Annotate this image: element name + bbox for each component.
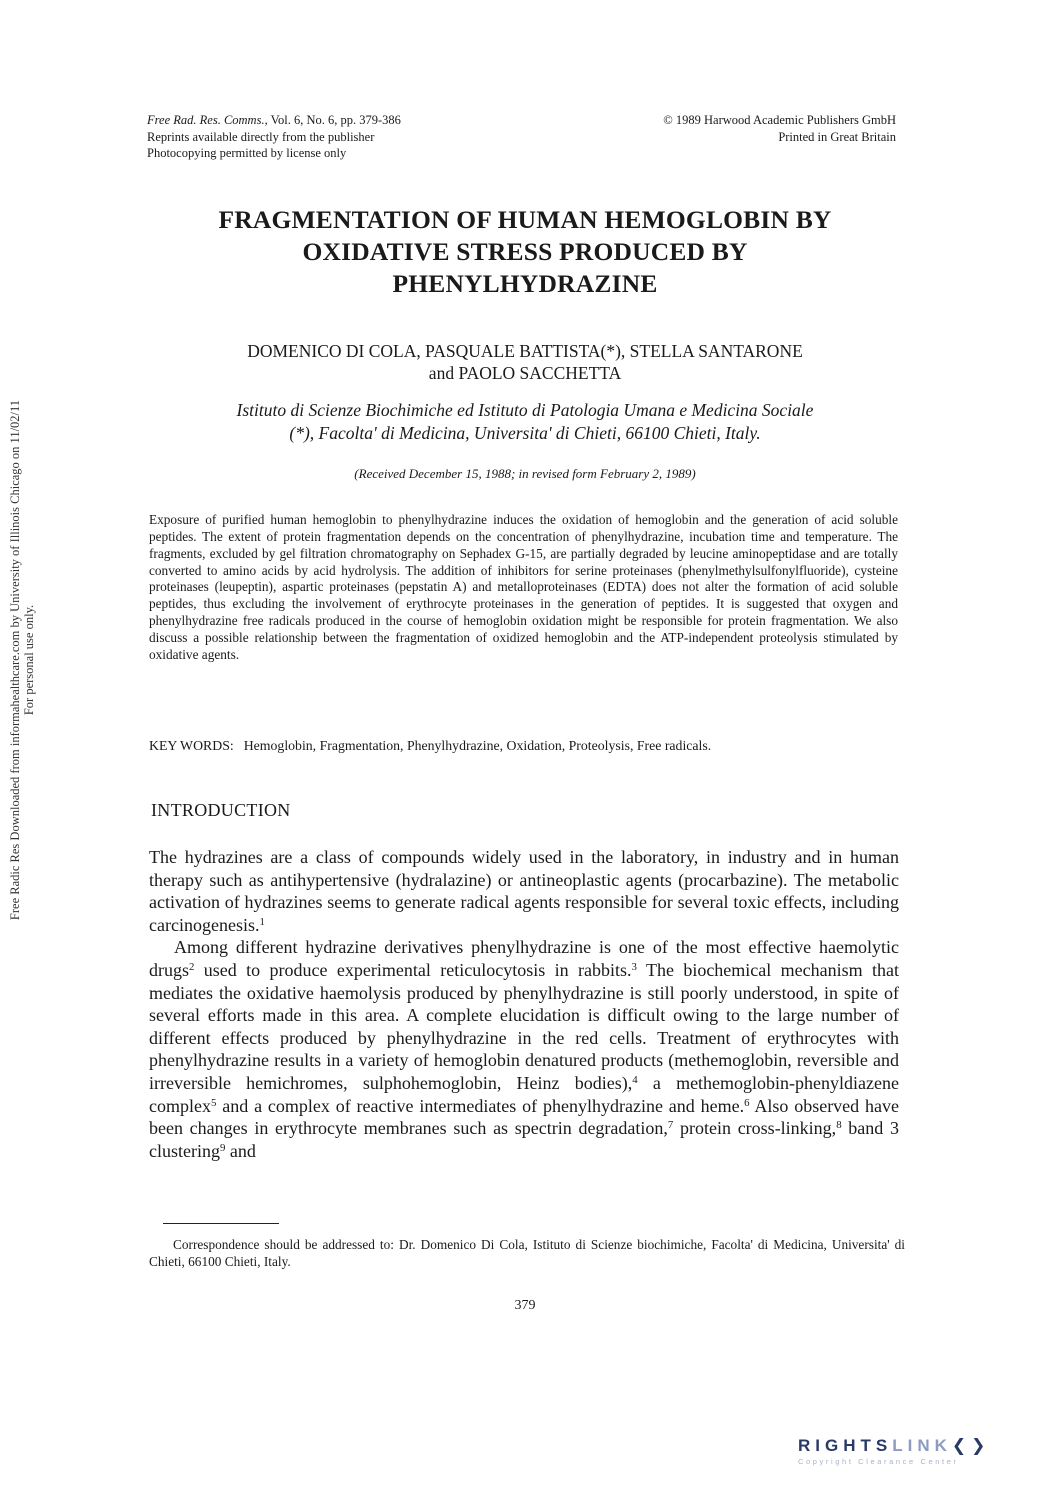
reprints-note: Reprints available directly from the publisher xyxy=(147,129,375,144)
page-number: 379 xyxy=(514,1298,536,1313)
keywords-value: Hemoglobin, Fragmentation, Phenylhydrazine, Oxidation, Proteolysis, Free radicals. xyxy=(243,738,712,753)
rightslink-logo[interactable] xyxy=(798,1436,1038,1476)
printed-line: Printed in Great Britain xyxy=(778,129,896,144)
watermark-line-2: For personal use only. xyxy=(22,604,36,716)
author-line: and PAOLO SACCHETTA xyxy=(428,363,622,383)
article-title xyxy=(100,204,950,300)
citation-ref: 1 xyxy=(259,915,265,928)
logo-tagline: Copyright Clearance Center xyxy=(798,1457,959,1466)
citation-ref: 5 xyxy=(210,1096,217,1109)
citation-ref: 7 xyxy=(667,1119,674,1132)
paragraph: Among different hydrazine derivatives phenylhydrazine is one of the most effective haemolytic drugs$^2$ used to produce experimental reticulocytosis in rabbits.$^3$ The biochemical mechanism that mediates the oxidative haemolysis produced by phenylhydrazine is still poorly understood, in spite of several efforts made in this area. A complete elucidation is difficult owing to the large number of different effects produced by phenylhydrazine in the red cells. Treatment of erythrocytes with phenylhydrazine results in a variety of hemoglobin denatured products (methemoglobin, reversible and irreversible hemichromes, sulphohemoglobin, Heinz bodies),$^4$ a methemoglobin-phenyldiazene complex$^5$ and a complex of reactive intermediates of phenylhydrazine and heme.$^6$ Also observed have been changes in erythrocyte membranes such as spectrin degradation,$^7$ protein cross-linking,$^8$ band 3 clustering$^9$ and xyxy=(149,937,900,1161)
footnote-rule xyxy=(163,1223,279,1224)
correspondence-footnote: Correspondence should be addressed to: Dr. Domenico Di Cola, Istituto di Scienze biochimiche, Facolta' di Medicina, Universita' di Chieti, 66100 Chieti, Italy. xyxy=(149,1237,905,1269)
citation-ref: 9 xyxy=(219,1141,226,1154)
citation-ref: 8 xyxy=(836,1119,842,1132)
author-line: DOMENICO DI COLA, PASQUALE BATTISTA(*), STELLA SANTARONE xyxy=(247,341,803,361)
citation-ref: 3 xyxy=(631,961,637,974)
publisher-header xyxy=(663,112,896,145)
logo-wordmark: RIGHTSLINK❮❯ xyxy=(798,1436,991,1455)
download-watermark xyxy=(0,0,44,1500)
affiliation-line: Istituto di Scienze Biochimiche ed Istituto di Patologia Umana e Medicina Sociale xyxy=(236,400,814,420)
link-arrows-icon: ❮❯ xyxy=(951,1436,991,1455)
section-heading-introduction: INTRODUCTION xyxy=(151,800,291,820)
keywords-label: KEY WORDS: xyxy=(149,738,234,753)
watermark-line-1: Free Radic Res Downloaded from informahealthcare.com by University of Illinois Chicago on 11/02/11 xyxy=(8,399,22,921)
title-line: OXIDATIVE STRESS PRODUCED BY xyxy=(302,237,748,266)
introduction-body xyxy=(149,846,899,1162)
author-list xyxy=(100,340,950,384)
citation-ref: 2 xyxy=(189,961,195,974)
keywords xyxy=(149,737,898,754)
photocopy-note: Photocopying permitted by license only xyxy=(147,146,347,160)
affiliation-line: (*), Facolta' di Medicina, Universita' di Chieti, 66100 Chieti, Italy. xyxy=(289,423,761,443)
received-dates: (Received December 15, 1988; in revised form February 2, 1989) xyxy=(354,466,696,481)
affiliation xyxy=(100,399,950,445)
citation-ref: 4 xyxy=(632,1074,638,1086)
paragraph: The hydrazines are a class of compounds widely used in the laboratory, in industry and in human therapy such as antihypertensive (hydralazine) or antineoplastic agents (procarbazine). The metabolic activation of hydrazines seems to generate radical agents responsible for several toxic effects, including carcinogenesis.$^1$ xyxy=(149,847,899,935)
title-line: FRAGMENTATION OF HUMAN HEMOGLOBIN BY xyxy=(218,205,832,234)
title-line: PHENYLHYDRAZINE xyxy=(392,269,658,298)
citation-ref: 6 xyxy=(744,1096,750,1109)
journal-citation: Free Rad. Res. Comms., Vol. 6, No. 6, pp. 379-386 xyxy=(147,113,401,127)
journal-header xyxy=(147,112,401,162)
abstract: Exposure of purified human hemoglobin to phenylhydrazine induces the oxidation of hemoglobin and the generation of acid soluble peptides. The extent of protein fragmentation depends on the concentration of phenylhydrazine, incubation time and temperature. The fragments, excluded by gel filtration chromatography on Sephadex G-15, are partially degraded by leucine aminopeptidase and are totally converted to amino acids by acid hydrolysis. The addition of inhibitors for serine proteinases (phenylmethylsulfonylfluoride), cysteine proteinases (leupeptin), aspartic proteinases (pepstatin A) and metalloproteinases (EDTA) does not alter the formation of acid soluble peptides, thus excluding the involvement of erythrocyte proteinases in the generation of peptides. It is suggested that oxygen and phenylhydrazine free radicals produced in the course of hemoglobin oxidation might be responsible for protein fragmentation. We also discuss a possible relationship between the fragmentation of oxidized hemoglobin and the ATP-independent proteolysis stimulated by oxidative agents. xyxy=(149,512,898,662)
copyright-line: © 1989 Harwood Academic Publishers GmbH xyxy=(663,113,896,127)
